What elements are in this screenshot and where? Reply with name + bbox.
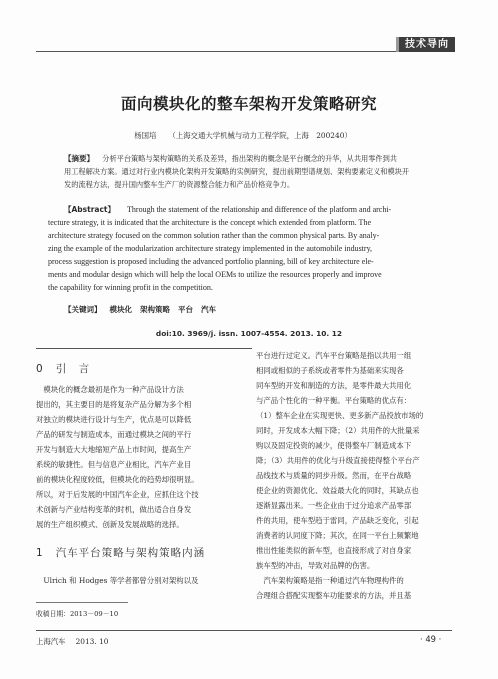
paragraph-line: 模块化的概念最初是作为一种产品设计方法: [36, 385, 184, 394]
doi: doi:10. 3969/j. issn. 1007-4554. 2013. 10. 12: [155, 329, 343, 338]
paragraph-line: 同时，开发成本大幅下降；（2）共用件的大批量采: [256, 426, 420, 435]
received-date: 收稿日期：2013－09－10: [36, 610, 119, 618]
keyword: 模块化: [109, 305, 132, 314]
paragraph-line: 与产品个性化的一种平衡。平台策略的优点有：: [256, 396, 412, 405]
paragraph-line: 提出的，其主要目的是将复杂产品分解为多个相: [36, 400, 192, 409]
paragraph-line: 平台进行过定义。汽车平台策略是指以共用一组: [256, 351, 412, 360]
abstract-cn-line: 分析平台策略与架构策略的关系及差异，指出架构的概念是平台概念的升华，从共用零件到共: [102, 154, 397, 163]
section-number: 1: [36, 547, 44, 559]
paragraph-line: Ulrich 和 Hodges 等学者都曾分别对架构以及: [36, 576, 199, 585]
section-title: 汽车平台策略与架构策略内涵: [55, 547, 206, 559]
footer-journal: [36, 636, 119, 647]
section-heading-1: [36, 545, 205, 560]
section-number: 0: [36, 363, 44, 375]
paragraph-line: 对独立的模块进行设计与生产，优点是可以降低: [36, 415, 192, 424]
journal-issue: 2013. 10: [75, 637, 109, 646]
paragraph-line: 品线技术与质量的同步升级。然而，在平台战略: [256, 471, 412, 480]
abstract-cn-line: 发的流程方法，提升国内整车生产厂的资源整合能力和产品价格竞争力。: [64, 180, 295, 189]
author-name: 杨国培: [134, 131, 157, 140]
paragraph-line: （1）整车企业在实现更快、更多新产品投放市场的: [256, 411, 424, 420]
journal-name: 上海汽车: [36, 637, 66, 646]
author-affiliation: （上海交通大学机械与动力工程学院，上海 200240）: [168, 131, 352, 140]
keyword: 汽车: [201, 305, 216, 314]
paragraph-line: 族车型的冲击，导致对品牌的伤害。: [256, 561, 375, 570]
paragraph-line: 逐渐显露出来。一些企业由于过分追求产品零部: [256, 501, 412, 510]
keywords: [64, 304, 216, 316]
paragraph-line: 合理组合搭配实现整车功能要求的方法，并且基: [256, 591, 412, 600]
footnote-rule: [36, 602, 128, 603]
abstract-en-line: the capability for winning profit in the competition.: [48, 283, 213, 292]
paragraph-line: 展的生产组织模式、创新及发展战略的选择。: [36, 520, 184, 529]
abstract-en-line: process suggestion is proposed including the advanced portfolio planning, bill of key architecture ele-: [48, 257, 374, 266]
section-heading-intro: [36, 361, 90, 376]
paragraph-line: 汽车架构策略是指一种通过汽车物理构件的: [256, 576, 404, 585]
section-title: 引 言: [55, 363, 91, 375]
abstract-cn-label: 【摘要】: [64, 154, 94, 163]
author-line: [0, 130, 498, 141]
keyword: 平台: [178, 305, 193, 314]
paragraph-line: 系统的敏捷性。但与信息产业相比，汽车产业目: [36, 460, 192, 469]
paragraph-line: 消费者的认同度下降；其次，在同一平台上频繁地: [256, 531, 419, 540]
abstract-cn-line: 用工程解决方案。通过对行业内模块化架构开发策略的实例研究，提出前期型谱规划、架构要素定义和模块开: [64, 167, 410, 176]
keyword: 架构策略: [140, 305, 170, 314]
paragraph-line: 前的模块化程度较低，但模块化的趋势却很明显。: [36, 475, 199, 484]
paragraph-line: 产品的研发与制造成本，而通过模块之间的平行: [36, 430, 192, 439]
paragraph-line: 相同或相似的子系统或者零件为基础来实现各: [256, 366, 404, 375]
paper-title: 面向模块化的整车架构开发策略研究: [120, 95, 377, 113]
header-rule: [36, 51, 452, 52]
keywords-label: 【关键词】: [64, 305, 102, 314]
paragraph-line: 件的共用，使车型趋于雷同，产品缺乏变化，引起: [256, 516, 419, 525]
paragraph-line: 开发与制造大大地缩短产品上市时间，提高生产: [36, 445, 192, 454]
abstract-en-line: tecture strategy, it is indicated that the architecture is the concept which extended from platform. The: [48, 218, 371, 227]
page-number: · 49 ·: [420, 634, 442, 644]
abstract-en-line: Through the statement of the relationship and difference of the platform and archi-: [127, 205, 392, 214]
paragraph-line: 降；（3）共用件的优化与升级直接使得整个平台产: [256, 456, 420, 465]
paragraph-line: 购以及固定投资的减少，使得整车厂制造成本下: [256, 441, 412, 450]
paragraph-line: 所以，对于后发展的中国汽车企业，应抓住这个技: [36, 490, 199, 499]
footer-rule: [36, 630, 452, 631]
paragraph-line: 术创新与产业结构变革的时机，做出适合自身发: [36, 505, 192, 514]
abstract-en-line: zing the example of the modularization architecture strategy implemented in the automobile industry,: [48, 244, 373, 253]
abstract-en-line: ments and modular design which will help the local OEMs to utilize the resources properly and improve: [48, 270, 382, 279]
paragraph-line: 使企业的资源优化、效益最大化的同时，其缺点也: [256, 486, 419, 495]
paragraph-line: 推出性能类似的新车型，也直接形成了对自身家: [256, 546, 412, 555]
paragraph-line: 同车型的开发和制造的方法，是零件最大共用化: [256, 381, 412, 390]
body-rule: [36, 348, 252, 349]
abstract-en-label: 【Abstract】: [64, 205, 116, 214]
section-badge: 技术导向: [396, 37, 455, 52]
abstract-en-line: architecture strategy focused on the common solution rather than the common physical parts. By analy-: [48, 231, 380, 240]
